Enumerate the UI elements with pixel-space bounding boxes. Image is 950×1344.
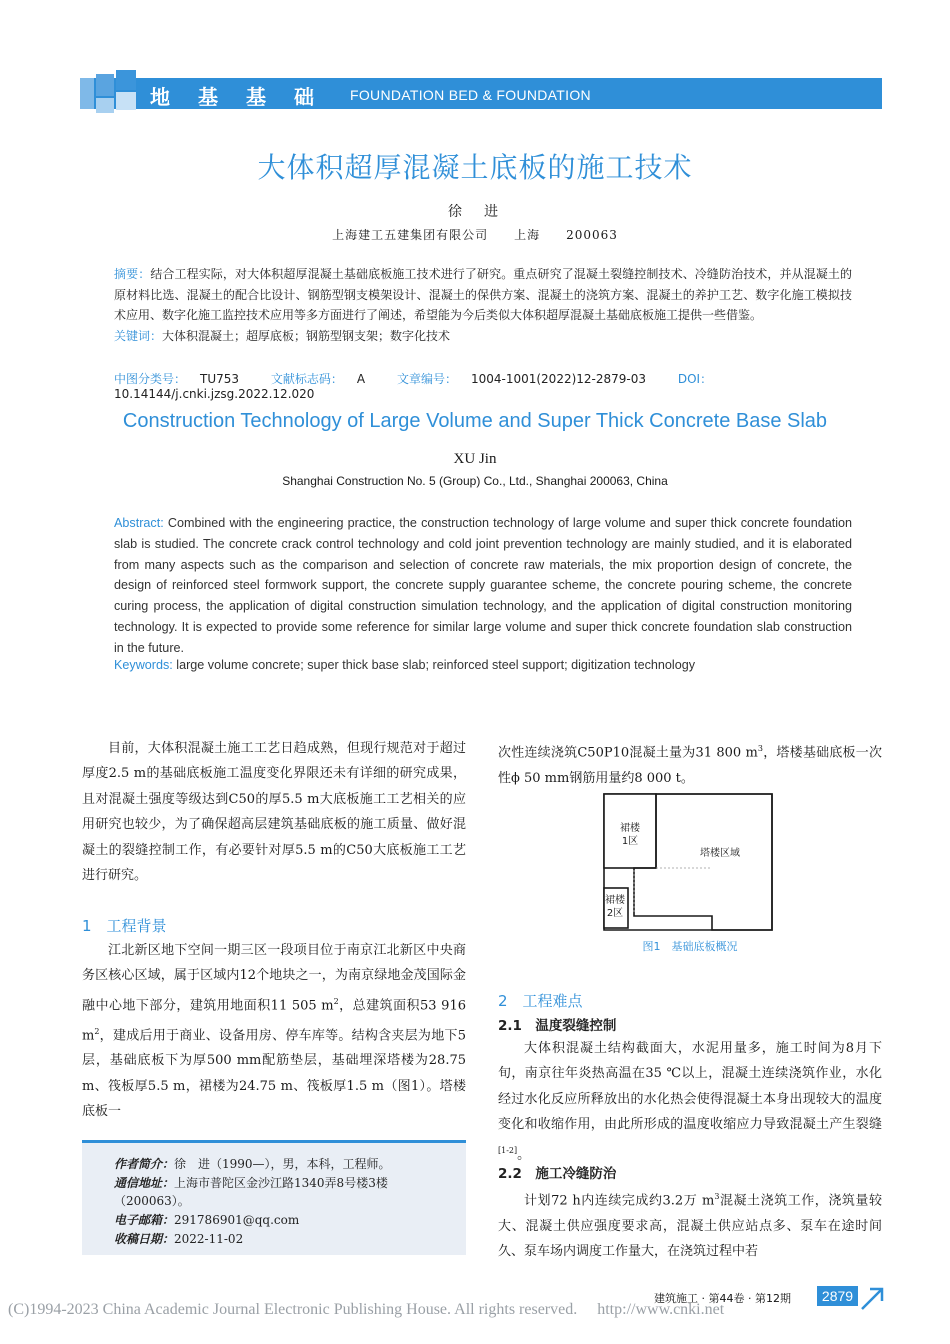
sup-2a: 2: [333, 996, 339, 1006]
abstract-text-cn: 结合工程实际，对大体积超厚混凝土基础底板施工技术进行了研究。重点研究了混凝土裂缝控制技术、冷缝防治技术，并从混凝土的原材料比选、混凝土的配合比设计、钢筋型钢支模架设计、混凝土的保供方案、混凝土的浇筑方案、混凝土的养护工艺、数字化施工模拟技术应用、数字化施工监控技术应用等多方面进行了阐述，希望能为今后类似大体积超厚混凝土基础底板施工提供一些借鉴。: [114, 267, 852, 322]
doc-code-label: 文献标志码：: [270, 372, 343, 386]
corner-arrow-icon: [860, 1285, 886, 1311]
body-intro: [82, 736, 466, 888]
figure-1-caption: 图1 基础底板概况: [642, 940, 738, 953]
bio-email: [114, 1211, 299, 1228]
decorative-squares-icon: [80, 70, 140, 115]
s21-end: 。: [517, 1146, 531, 1162]
author-bio-box: [82, 1140, 466, 1255]
bio-address-label: 通信地址：: [114, 1176, 175, 1190]
bio-author-text: 徐 进（1990—），男，本科，工程师。: [174, 1157, 391, 1171]
abstract-label-en: Abstract:: [114, 516, 164, 530]
bio-email-text: 291786901@qq.com: [174, 1213, 300, 1227]
abstract-text-en: Combined with the engineering practice, the construction technology of large volume and super thick concrete foundation slab is studied. The concrete crack control technology and cold joint prevention technology are mainly studied, and it is elaborated from many aspects such as the comparison and selection of concrete raw materials, the mix proportion design of concrete, the design of reinforced steel formwork support, the concrete supply guarantee scheme, the concrete pouring scheme, the concrete curing process, the application of digital construction simulation technology, and the application of digital construction monitoring technology. It is expected to provide some reference for similar large volume and super thick concrete foundation slab construction in the future.: [114, 516, 853, 655]
label-skirt1-l2: 1区: [621, 836, 639, 847]
bio-date-text: 2022-11-02: [174, 1232, 244, 1246]
doc-code-value: A: [356, 372, 366, 386]
section-2-2-heading: 2.2 施工冷缝防治: [498, 1166, 617, 1182]
section-2-1-paragraph: [498, 1036, 882, 1167]
copyright-footer: (C)1994-2023 China Academic Journal Electronic Publishing House. All rights reserved. http://www.cnki.net: [8, 1301, 725, 1318]
s1-text-a: 江北新区地下空间一期三区一段项目位于南京江北新区中央商务区核心区域，属于区域内12个地块之一，为南京绿地金茂国际金融中心地下部分，建筑用地面积11 505 m: [82, 943, 466, 1014]
article-no-value: 1004-1001(2022)12-2879-03: [470, 372, 647, 386]
keywords-text-cn: 大体积混凝土；超厚底板；钢筋型钢支架；数字化技术: [162, 328, 451, 343]
bio-date-label: 收稿日期：: [114, 1232, 175, 1246]
sup-3a: 3: [757, 744, 763, 753]
journal-issue: 建筑施工 · 第44卷 · 第12期: [654, 1292, 791, 1305]
label-skirt1-l1: 裙楼: [620, 823, 640, 834]
right-paragraph-1: [498, 736, 882, 791]
right-text-b: ，塔楼基础底板一次性ϕ 50 mm钢筋用量约8 000 t。: [498, 745, 882, 786]
bio-zip: （200063）。: [114, 1194, 190, 1208]
clc-label: 中图分类号：: [114, 372, 187, 386]
abstract-cn: [114, 264, 852, 346]
abstract-en: [114, 513, 852, 659]
section-1-paragraph: [82, 938, 466, 1125]
affiliation-en: Shanghai Construction No. 5 (Group) Co., Ltd., Shanghai 200063, China: [282, 474, 668, 488]
abstract-label-cn: 摘要：: [114, 267, 151, 281]
doi-value: 10.14144/j.cnki.jzsg.2022.12.020: [114, 387, 315, 401]
section-2-1-body: [498, 1036, 882, 1167]
ref-1-2: [1-2]: [498, 1145, 518, 1155]
sup-2b: 2: [94, 1026, 100, 1036]
article-title-en: Construction Technology of Large Volume and Super Thick Concrete Base Slab: [122, 410, 828, 432]
bio-address-text: 上海市普陀区金沙江路1340弄8号楼3楼: [174, 1176, 388, 1190]
label-tower: 塔楼区域: [700, 848, 740, 859]
clc-value: TU753: [200, 372, 240, 386]
author-cn: 徐 进: [448, 204, 502, 220]
bio-date: [114, 1230, 243, 1247]
article-no-label: 文章编号：: [396, 372, 457, 386]
section-2-heading: 2 工程难点: [498, 992, 583, 1010]
page-number: 2879: [817, 1286, 858, 1306]
bio-address: [114, 1174, 388, 1191]
author-en: XU Jin: [453, 451, 497, 467]
section-title-cn: 地基基础: [150, 85, 342, 109]
section-2-1-heading: 2.1 温度裂缝控制: [498, 1018, 617, 1034]
keywords-en: [114, 658, 852, 672]
bio-author-label: 作者简介：: [114, 1157, 175, 1171]
sup-3b: 3: [714, 1192, 720, 1201]
figure-1-diagram: [600, 792, 776, 932]
s22-text-a: 计划72 h内连续完成约3.2万 m: [524, 1193, 715, 1209]
keywords-label-en: Keywords:: [114, 658, 173, 672]
section-title-en: FOUNDATION BED & FOUNDATION: [350, 87, 591, 103]
intro-paragraph: 目前，大体积混凝土施工工艺日趋成熟，但现行规范对于超过厚度2.5 m的基础底板施工温度变化界限还未有详细的研究成果，且对混凝土强度等级达到C50的厚5.5 m大底板施工工艺相关的应用研究也较少，为了确保超高层建筑基础底板的施工质量、做好混凝土的裂缝控制工作，有必要针对厚5.5 m的C50大底板施工工艺进行研究。: [82, 741, 466, 884]
right-column-top: [498, 736, 882, 791]
s21-text: 大体积混凝土结构截面大，水泥用量多，施工时间为8月下旬，南京往年炎热高温在35 ℃以上，混凝土连续浇筑作业，水化经过水化反应所释放出的水化热会使得混凝土本身出现较大的温度变化和收缩作用，由此所形成的温度收缩应力导致混凝土产生裂缝: [498, 1041, 882, 1133]
section-2-2-body: [498, 1184, 882, 1265]
keywords-label-cn: 关键词：: [114, 328, 163, 343]
label-skirt2-l1: 裙楼: [605, 895, 625, 906]
section-1-heading: 1 工程背景: [82, 917, 167, 935]
article-title-cn: 大体积超厚混凝土底板的施工技术: [257, 151, 693, 184]
section-1-body: [82, 938, 466, 1125]
keywords-text-en: large volume concrete; super thick base slab; reinforced steel support; digitization technology: [176, 658, 696, 672]
s1-text-b: ，总建筑面积53 916 m: [82, 998, 466, 1043]
section-2-2-paragraph: [498, 1184, 882, 1265]
right-text-a: 次性连续浇筑C50P10混凝土量为31 800 m: [498, 745, 758, 761]
doi-label: DOI：: [677, 372, 713, 386]
bio-author: [114, 1155, 391, 1172]
label-skirt2-l2: 2区: [606, 908, 624, 919]
s22-text-b: 混凝土浇筑工作，浇筑量较大、混凝土供应强度要求高，混凝土供应站点多、泵车在途时间久、泵车场内调度工作量大，在浇筑过程中若: [498, 1193, 882, 1260]
bio-email-label: 电子邮箱：: [114, 1213, 175, 1227]
article-meta-row: [114, 370, 854, 401]
s1-text-c: ，建成后用于商业、设备用房、停车库等。结构含夹层为地下5层，基础底板下为厚500 mm配筋垫层，基础埋深塔楼为28.75 m、筏板厚5.5 m，裙楼为24.75 m、筏板厚1.5 m（图1）。塔楼底板一: [82, 1027, 466, 1120]
affiliation-cn: 上海建工五建集团有限公司 上海 200063: [332, 228, 618, 242]
